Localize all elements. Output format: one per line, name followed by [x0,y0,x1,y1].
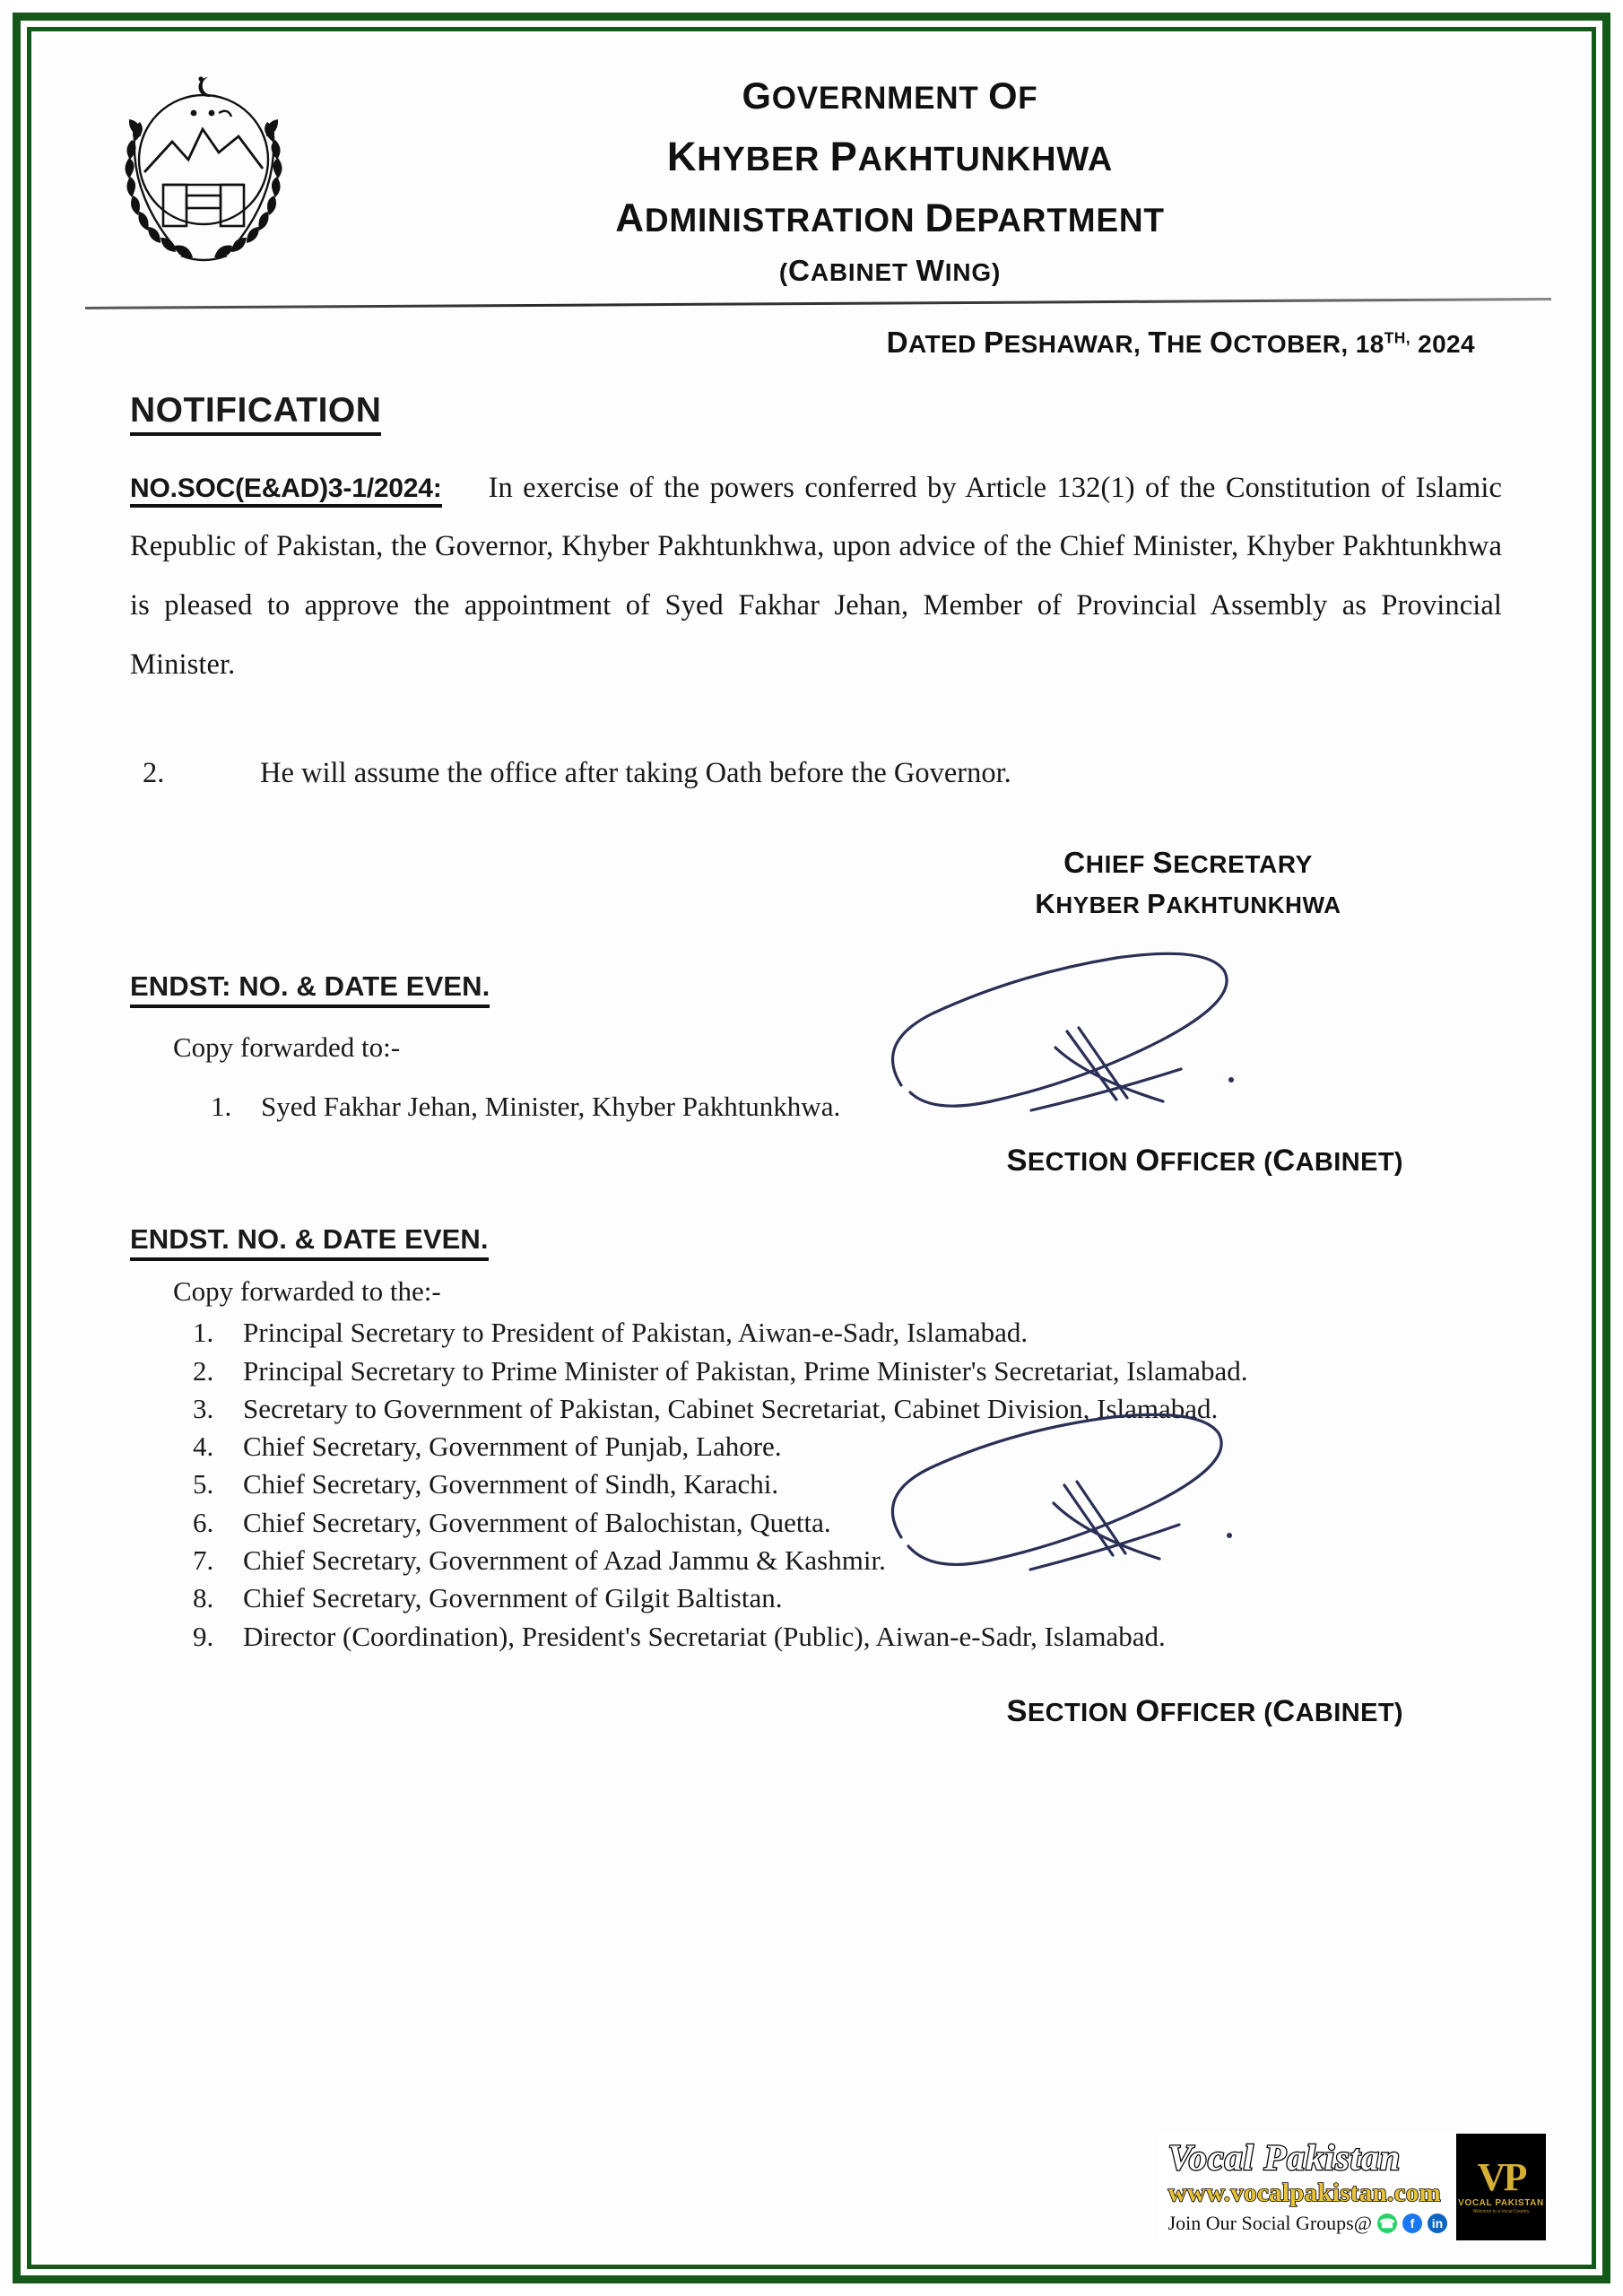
list-item-text: Director (Coordination), President's Secretariat (Public), Aiwan-e-Sadr, Islamabad. [243,1620,1166,1652]
list-item [193,1619,1475,1655]
header-title-block [300,52,1542,291]
notification-paragraph [130,459,1502,695]
header-line-government: GOVERNMENT OF [742,74,1038,117]
document-page [36,36,1587,2260]
list-item-number: 7. [193,1544,214,1577]
dateline-text: DATED PESHAWAR, THE OCTOBER, 18 [886,326,1384,360]
watermark-text-block [1158,2134,1456,2240]
list-item-number: 6. [193,1506,214,1538]
list-item-number: 8. [193,1582,214,1614]
watermark-logo-monogram: VP [1477,2154,1525,2199]
endorsement-2-copy-line: Copy forwarded to the:- [173,1275,441,1308]
header-line-department: ADMINISTRATION DEPARTMENT [615,196,1165,240]
endorsement-1-list [130,1087,1502,1127]
watermark-social-row [1168,2212,1447,2235]
endorsement-2-officer: SECTION OFFICER (CABINET) [1006,1693,1403,1728]
watermark-banner [1158,2134,1546,2240]
linkedin-icon[interactable]: in [1428,2213,1447,2233]
header-line-wing: (CABINET WING) [778,254,1002,288]
list-item [193,1505,1475,1541]
clause-2-text: He will assume the office after taking Oath before the Governor. [260,757,1011,790]
list-item [211,1087,1502,1127]
list-item [193,1543,1475,1578]
list-item-number: 3. [193,1392,214,1424]
page-title: NOTIFICATION [130,391,381,436]
list-item-number: 9. [193,1620,214,1652]
chief-secretary-province: KHYBER PAKHTUNKHWA [1035,888,1341,920]
endorsement-2-list [130,1315,1502,1655]
notification-body-text: In exercise of the powers conferred by Article 132(1) of the Constitution of Islamic Republic of Pakistan, the Governor, Khyber Pakhtunkhwa, upon advice of the Chief Minister, Khyber Pakhtunkhwa is pleased to approve the appointment of Syed Fakhar Jehan, Member of Provincial Assembly as Provincial Minister. [130,471,1502,681]
watermark-logo-name: VOCAL PAKISTAN [1458,2198,1544,2209]
endorsement-1-officer: SECTION OFFICER (CABINET) [1006,1144,1403,1178]
list-item [193,1580,1475,1616]
watermark-logo-tagline: Welcome to a Vocal Country [1472,2209,1530,2215]
list-item [193,1353,1475,1389]
list-item-text: Secretary to Government of Pakistan, Cabinet Secretariat, Cabinet Division, Islamabad. [243,1392,1219,1424]
watermark-brand: Vocal Pakistan [1167,2136,1402,2178]
document-header [36,36,1587,291]
list-item-text: Chief Secretary, Government of Gilgit Baltistan. [243,1582,783,1614]
watermark-social-label: Join Our Social Groups@ [1167,2212,1372,2234]
government-emblem [72,52,300,265]
list-item-number: 2. [193,1354,214,1387]
endorsement-1-heading: ENDST: NO. & DATE EVEN. [130,970,490,1008]
list-item [193,1391,1475,1427]
endorsement-block-2 [130,1223,1502,1729]
list-item-text: Chief Secretary, Government of Azad Jammu & Kashmir. [243,1544,886,1577]
reference-number: NO.SOC(E&AD)3-1/2024: [130,474,442,508]
list-item-text: Chief Secretary, Government of Punjab, Lahore. [243,1431,782,1463]
list-item [193,1315,1475,1351]
emblem-icon [108,59,300,265]
chief-secretary-signature-block [977,847,1399,920]
dateline-ordinal: TH, [1384,328,1410,347]
whatsapp-icon[interactable]: ☎ [1377,2213,1397,2233]
dateline [36,305,1587,361]
endorsement-1-copy-line: Copy forwarded to:- [173,1031,401,1064]
list-item-text: Syed Fakhar Jehan, Minister, Khyber Pakhtunkhwa. [261,1091,841,1123]
list-item-number: 4. [193,1431,214,1463]
list-item-text: Chief Secretary, Government of Sindh, Karachi. [243,1468,779,1500]
clause-2-number: 2. [143,757,165,790]
list-item [193,1466,1475,1502]
list-item-text: Principal Secretary to President of Pakistan, Aiwan-e-Sadr, Islamabad. [243,1317,1028,1349]
list-item-number: 5. [193,1468,214,1500]
endorsement-2-heading: ENDST. NO. & DATE EVEN. [130,1223,489,1261]
header-line-province: KHYBER PAKHTUNKHWA [666,133,1114,179]
document-body [36,361,1587,1729]
list-item-number: 1. [193,1317,214,1349]
list-item [193,1429,1475,1465]
watermark-logo [1456,2134,1546,2240]
list-item-number: 1. [211,1091,232,1123]
watermark-url: www.vocalpakistan.com [1167,2178,1441,2207]
list-item-text: Principal Secretary to Prime Minister of Pakistan, Prime Minister's Secretariat, Islamabad. [243,1354,1248,1387]
chief-secretary-title: CHIEF SECRETARY [1063,847,1313,881]
dateline-year: 2024 [1418,329,1475,358]
endorsement-block-1 [130,970,1502,1178]
facebook-icon[interactable]: f [1402,2213,1422,2233]
notification-clause-2 [130,750,1502,796]
list-item-text: Chief Secretary, Government of Balochistan, Quetta. [243,1506,831,1538]
